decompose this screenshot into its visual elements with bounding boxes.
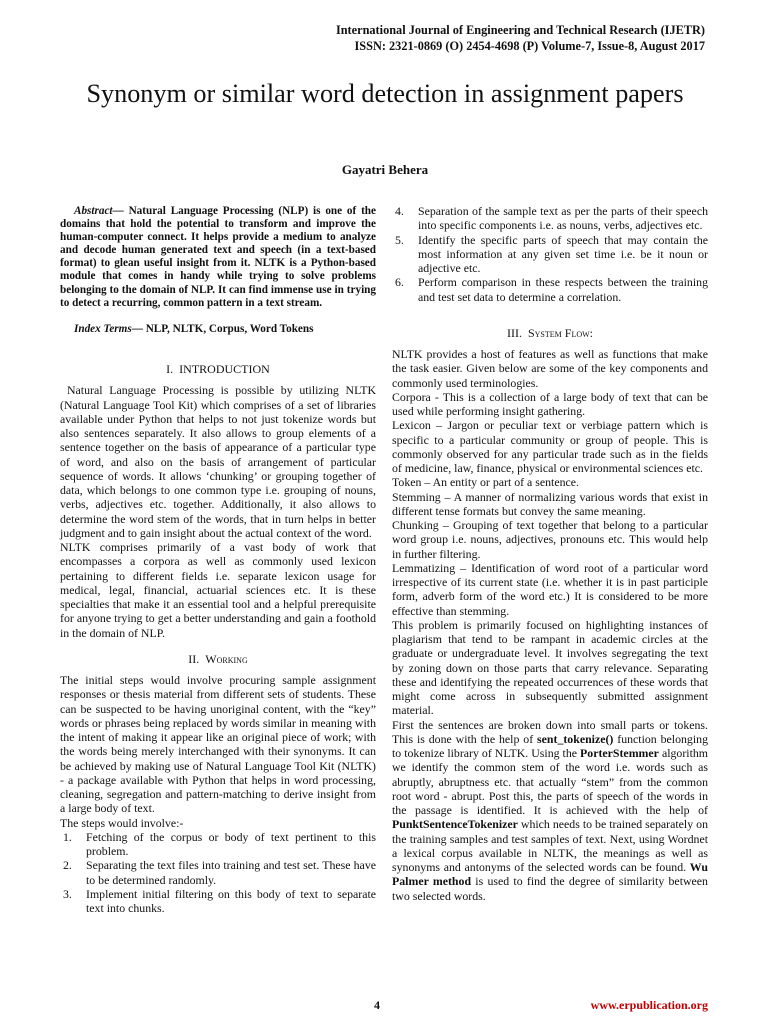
system-paragraph: Stemming – A manner of normalizing various words that exist in different tense formats but convey the same meaning. — [392, 489, 708, 518]
section-heading-introduction: I. INTRODUCTION — [166, 362, 270, 376]
working-paragraph: The initial steps would involve procuring sample assignment responses or thesis material from different sets of students. These can be suspected to be having unoriginal content, with the “key” words or phrases being replaced by words similar in meaning with the intent of making it appear like an original piece of work; with the words being merely interchanged with their synonyms. It can be achieved by making use of Natural Language Tool Kit (NLTK) - a package available with Python that helps in word processing, cleaning, segregation and pattern-matching to derive insight from a large body of text. — [60, 673, 376, 816]
intro-paragraph: Natural Language Processing is possible by utilizing NLTK (Natural Language Tool Kit) which comprises of a set of libraries available under Python that helps to not just tokenize words but also sentences separately. It also allows to group elements of a sentence together on the basis of appearance of a particular type of word, and also on the basis of arrangement of particular sequence of words. It allows ‘chunking’ or grouping together of data, which belongs to one common type i.e. grouping of nouns, verbs, adjectives etc. together. Additionally, it also allows to determine the word stem of the words, that in turn helps in better judgment and to gain insight about the actual context of the word. — [60, 383, 376, 540]
system-paragraph: Token – An entity or part of a sentence. — [392, 475, 579, 490]
steps-intro: The steps would involve:- — [60, 815, 184, 830]
journal-header — [0, 22, 705, 54]
system-paragraph: Chunking – Grouping of text together that belong to a particular word group i.e. nouns, adjectives, pronouns etc. This would help in further filtering. — [392, 518, 708, 561]
left-column-body — [60, 362, 376, 915]
system-paragraph: Lexicon – Jargon or peculiar text or verbiage pattern which is specific to a particular community or group of people. This is commonly observed for any particular trade such as in the fields of medicine, law, finance, physical or environmental sciences etc. — [392, 418, 708, 475]
section-heading-system-flow: III. System Flow: — [506, 325, 593, 340]
term-sent-tokenize: sent_tokenize() — [537, 731, 614, 746]
method-paragraph: First the sentences are broken down into small parts or tokens. This is done with the help of sent_tokenize() function belonging to tokenize library of NLTK. Using the PorterStemmer algorithm we identify the common stem of the word i.e. words such as abruptly, abruptness etc. that actually “stem” from the common root word - abrupt. Post this, the parts of speech of the words in the passage is identified. It is achieved with the help of PunktSentenceTokenizer which needs to be trained separately on the training samples and test samples of text. Next, using Wordnet a lexical corpus available in NLTK, the meanings as well as synonyms and antonyms of the selected words can be found. Wu Palmer method is used to find the degree of similarity between two selected words. — [392, 717, 708, 903]
term-porter-stemmer: PorterStemmer — [580, 746, 659, 760]
journal-issn: ISSN: 2321-0869 (O) 2454-4698 (P) Volume-7, Issue-8, August 2017 — [354, 39, 705, 53]
list-item: 1. Fetching of the corpus or body of text pertinent to this problem. — [63, 829, 376, 858]
list-item: 4. Separation of the sample text as per the parts of their speech into specific components i.e. as nouns, verbs, adjectives etc. — [395, 204, 708, 233]
term-wu-palmer: Wu Palmer method — [392, 860, 708, 889]
publisher-link[interactable]: www.erpublication.org — [590, 998, 708, 1012]
page-number: 4 — [374, 998, 380, 1012]
system-paragraph: Lemmatizing – Identification of word root of a particular word irrespective of its current state (i.e. whether it is in past participle form, adverb form of the word etc.) It is considered to be more effective than stemming. — [392, 560, 708, 618]
list-item: 3. Implement initial filtering on this body of text to separate text into chunks. — [63, 886, 376, 915]
right-column-body — [392, 204, 708, 903]
list-item: 2. Separating the text files into training and test set. These have to be determined randomly. — [63, 858, 376, 887]
list-item: 5. Identify the specific parts of speech that may contain the most information at any given set time i.e. be it noun or adjective etc. — [395, 232, 708, 275]
index-terms-text: — NLP, NLTK, Corpus, Word Tokens — [131, 323, 314, 335]
abstract — [60, 205, 376, 310]
section-heading-working: II. Working — [188, 651, 248, 666]
paper-author: Gayatri Behera — [341, 162, 429, 177]
list-item: 6. Perform comparison in these respects between the training and test set data to determine a correlation. — [395, 275, 708, 304]
steps-list-left — [60, 830, 376, 916]
paper-title: Synonym or similar word detection in assignment papers — [86, 79, 684, 108]
index-terms — [60, 322, 376, 336]
system-paragraph: Corpora - This is a collection of a large body of text that can be used while performing insight gathering. — [392, 389, 708, 418]
index-terms-lead: Index Terms — [74, 323, 132, 335]
journal-name: International Journal of Engineering and Technical Research (IJETR) — [335, 23, 705, 37]
intro-paragraph: NLTK comprises primarily of a vast body of work that encompasses a corpora as well as commonly used lexicon pertaining to different fields i.e. separate lexicon usage for medical, legal, financial, actuarial sciences etc. It is these specialties that make it an essential tool and a helpful prerequisite for anyone trying to get a better understanding and gain a foothold in the domain of NLP. — [60, 540, 376, 640]
system-paragraph: This problem is primarily focused on highlighting instances of plagiarism that tend to be rampant in academic circles at the graduate or undergraduate level. It involves segregating the text by zoning down on those parts that carry relevance. Separating these and identifying the repeated occurrences of these words that might come across in subsequently submitted assignment material. — [392, 617, 708, 718]
term-punkt-tokenizer: PunktSentenceTokenizer — [392, 817, 518, 832]
system-paragraph: NLTK provides a host of features as well as functions that make the task easier. Given below are some of the key components and commonly used terminologies. — [392, 347, 708, 390]
abstract-lead: Abstract — [74, 205, 113, 217]
steps-list-right — [392, 204, 708, 304]
abstract-text: — Natural Language Processing (NLP) is one of the domains that hold the potential to transform and improve the human-computer connect. It helps provide a medium to analyze and decode human generated text and speech (in a text-based format) to glean useful insight from it. NLTK is a Python-based module that comes in handy while trying to solve problems belonging to the domain of NLP. It can find immense use in trying to detect a recurring, common pattern in a text stream. — [60, 205, 376, 309]
